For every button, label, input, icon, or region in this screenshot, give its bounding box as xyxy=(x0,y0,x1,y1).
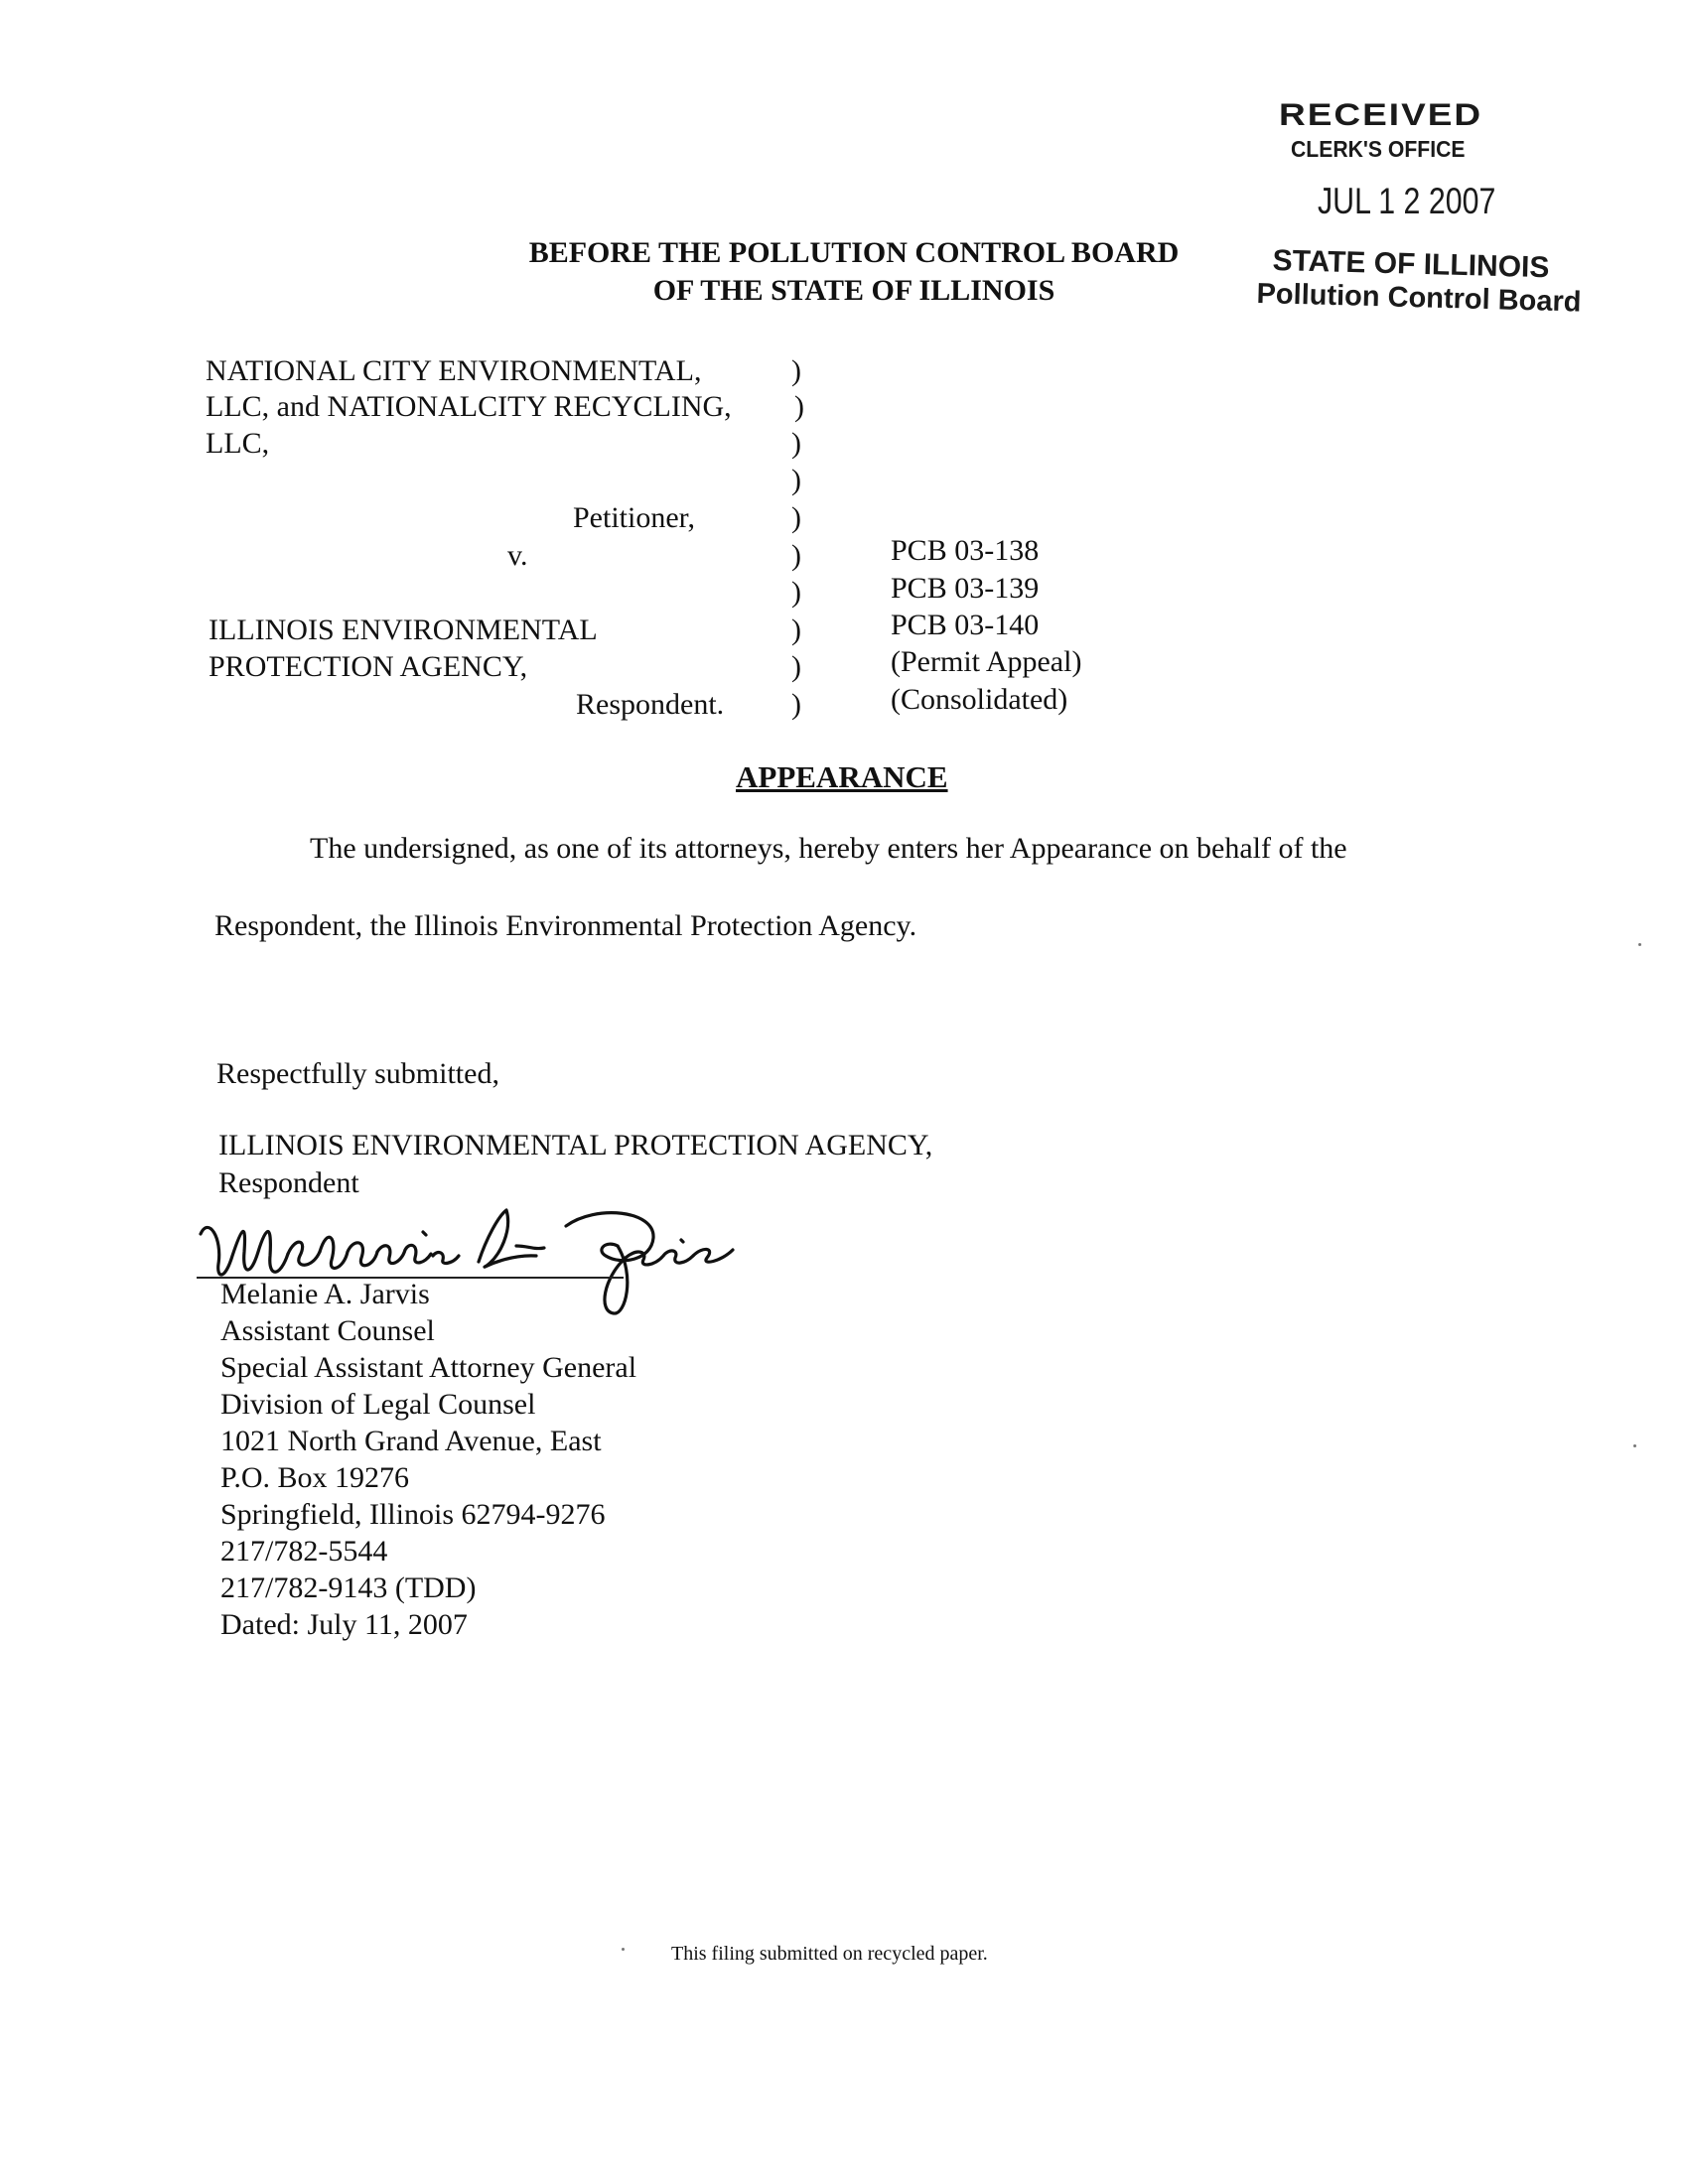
closing-respectfully: Respectfully submitted, xyxy=(216,1057,499,1090)
signer-title-2: Special Assistant Attorney General xyxy=(220,1351,637,1384)
body-line-1: The undersigned, as one of its attorneys, hereby enters her Appearance on behalf of the xyxy=(310,832,1347,865)
signer-title: Assistant Counsel xyxy=(220,1314,435,1347)
caption-paren: ) xyxy=(794,390,804,423)
petitioner-name-line2: LLC, and NATIONALCITY RECYCLING, xyxy=(206,390,732,423)
caption-paren: ) xyxy=(791,650,801,683)
handwritten-signature xyxy=(189,1186,755,1335)
versus: v. xyxy=(507,539,528,572)
closing-role: Respondent xyxy=(218,1166,359,1199)
scan-speck xyxy=(622,1948,625,1951)
address-pobox: P.O. Box 19276 xyxy=(220,1461,410,1494)
case-number: PCB 03-139 xyxy=(891,572,1040,605)
caption-paren: ) xyxy=(791,501,801,534)
caption-paren: ) xyxy=(791,614,801,646)
petitioner-name-line3: LLC, xyxy=(206,427,270,460)
caption-paren: ) xyxy=(791,576,801,609)
closing-agency: ILLINOIS ENVIRONMENTAL PROTECTION AGENCY, xyxy=(218,1129,933,1161)
caption-paren: ) xyxy=(791,539,801,572)
stamp-board: Pollution Control Board xyxy=(1256,278,1582,319)
respondent-label: Respondent. xyxy=(576,688,725,721)
body-line-2: Respondent, the Illinois Environmental Protection Agency. xyxy=(214,909,917,942)
stamp-clerks-office: CLERK'S OFFICE xyxy=(1291,136,1466,162)
caption-paren: ) xyxy=(791,354,801,387)
document-title: APPEARANCE xyxy=(736,759,948,794)
scan-speck xyxy=(1638,943,1641,946)
case-status: (Consolidated) xyxy=(891,683,1068,716)
case-type: (Permit Appeal) xyxy=(891,645,1082,678)
signer-division: Division of Legal Counsel xyxy=(220,1388,536,1421)
caption-paren: ) xyxy=(791,688,801,721)
phone: 217/782-5544 xyxy=(220,1535,388,1568)
petitioner-label: Petitioner, xyxy=(573,501,695,534)
stamp-state: STATE OF ILLINOIS xyxy=(1272,244,1550,285)
date-signed: Dated: July 11, 2007 xyxy=(220,1608,468,1641)
signer-name: Melanie A. Jarvis xyxy=(220,1278,430,1310)
caption-paren: ) xyxy=(791,464,801,496)
respondent-name-line2: PROTECTION AGENCY, xyxy=(209,650,528,683)
court-heading-line2: OF THE STATE OF ILLINOIS xyxy=(652,274,1055,307)
court-heading-line1: BEFORE THE POLLUTION CONTROL BOARD xyxy=(528,236,1180,269)
footer-note: This filing submitted on recycled paper. xyxy=(671,1943,988,1965)
phone-tdd: 217/782-9143 (TDD) xyxy=(220,1571,477,1604)
stamp-received: RECEIVED xyxy=(1279,97,1483,132)
scan-speck xyxy=(1633,1444,1636,1447)
address-street: 1021 North Grand Avenue, East xyxy=(220,1425,602,1457)
petitioner-name-line1: NATIONAL CITY ENVIRONMENTAL, xyxy=(206,354,702,387)
case-number: PCB 03-138 xyxy=(891,534,1040,567)
address-city: Springfield, Illinois 62794-9276 xyxy=(220,1498,606,1531)
case-number: PCB 03-140 xyxy=(891,609,1040,641)
respondent-name-line1: ILLINOIS ENVIRONMENTAL xyxy=(209,614,598,646)
caption-paren: ) xyxy=(791,427,801,460)
stamp-date: JUL 1 2 2007 xyxy=(1318,181,1496,221)
